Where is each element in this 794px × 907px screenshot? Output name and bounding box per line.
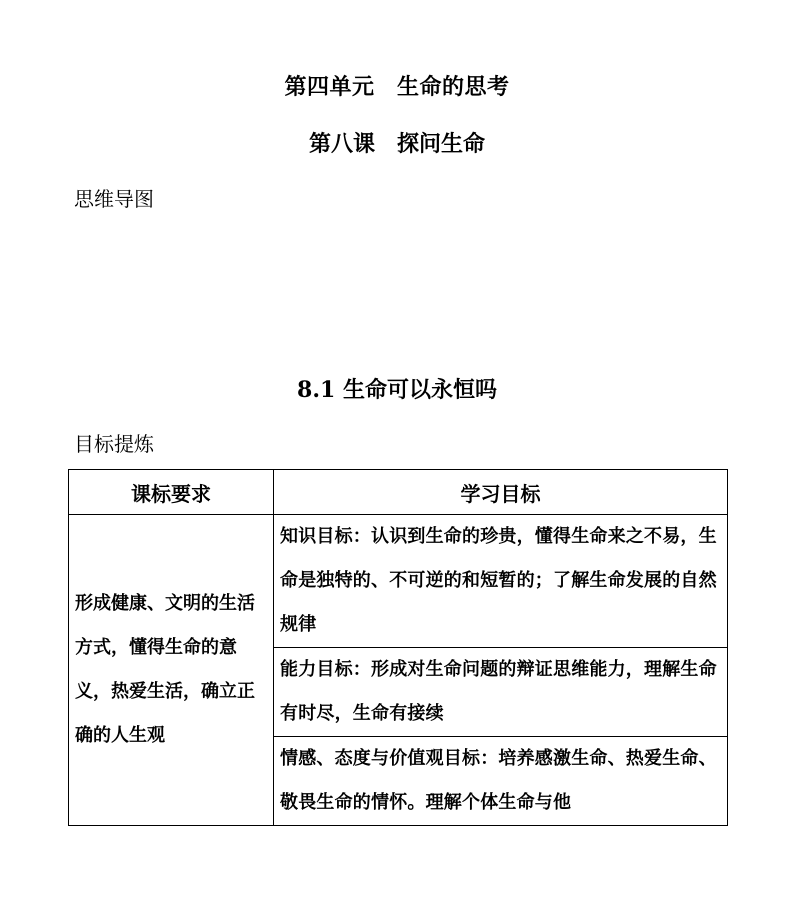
subsection-title: 8.1 生命可以永恒吗 (297, 377, 497, 403)
knowledge-goal-cell: 知识目标：认识到生命的珍贵，懂得生命来之不易，生命是独特的、不可逆的和短暂的；了解生命发展的自然规律 (274, 515, 728, 648)
table-header-requirement: 课标要求 (69, 470, 274, 515)
goals-label: 目标提炼 (74, 432, 154, 456)
table-header-goals: 学习目标 (274, 470, 728, 515)
ability-goal-cell: 能力目标：形成对生命问题的辩证思维能力，理解生命有时尽，生命有接续 (274, 648, 728, 737)
table-row (69, 515, 728, 648)
attitude-goal-cell: 情感、态度与价值观目标：培养感激生命、热爱生命、敬畏生命的情怀。理解个体生命与他 (274, 737, 728, 826)
curriculum-requirement-cell: 形成健康、文明的生活方式，懂得生命的意义，热爱生活，确立正确的人生观 (69, 515, 274, 826)
unit-title: 第四单元 生命的思考 (284, 74, 510, 100)
learning-goals-table (68, 469, 728, 826)
mindmap-area (74, 222, 720, 352)
table-header-row (69, 470, 728, 515)
mindmap-label: 思维导图 (74, 187, 154, 211)
lesson-title: 第八课 探问生命 (308, 131, 485, 157)
